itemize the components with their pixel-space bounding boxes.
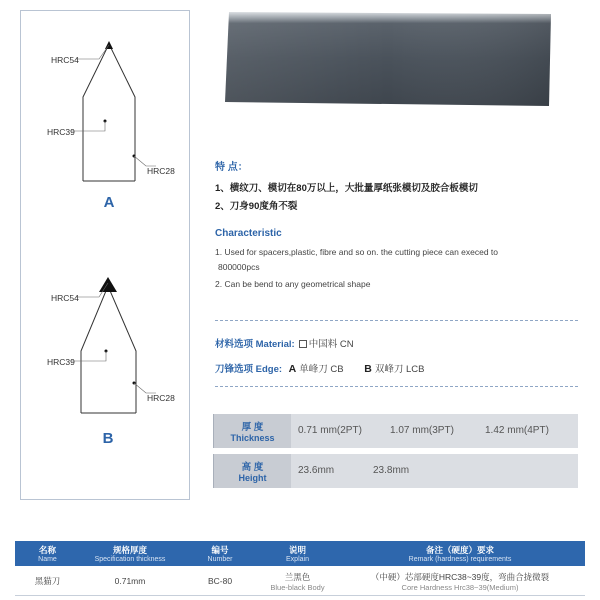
profile-a (71, 41, 156, 181)
cell-name-text: 黑猫刀 (34, 576, 61, 586)
cell-number-text: BC-80 (207, 576, 233, 586)
profile-a-letter: A (103, 194, 115, 211)
spec-thickness-en: Thickness (230, 433, 275, 443)
profile-a-hrc-mid: HRC39 (47, 127, 75, 137)
profile-b-hrc-base: HRC28 (147, 393, 175, 403)
header-cn: 名称 (38, 545, 56, 555)
material-row (215, 336, 354, 350)
spec-height-value: 23.8mm (373, 465, 410, 476)
edge-option-b: 双峰刀 LCB (374, 364, 425, 375)
spec-thickness-value: 1.42 mm(4PT) (485, 425, 549, 436)
cell-remark (335, 566, 585, 596)
spec-height-en: Height (238, 473, 267, 483)
table-header-number (180, 541, 260, 566)
spec-row-height (213, 454, 578, 488)
characteristic-item-1-cont: 800000pcs (218, 262, 260, 272)
blade-profile-svg (21, 11, 191, 501)
cell-name (15, 566, 80, 596)
table-row (15, 566, 585, 596)
cell-explain-en: Blue-black Body (270, 582, 325, 592)
cell-remark-cn: （中硬）芯部硬度HRC38~39度，弯曲合拢微裂 (370, 571, 550, 582)
divider-bottom (215, 386, 578, 387)
edge-option-b-key: B (364, 363, 372, 375)
cell-explain (260, 566, 335, 596)
table-header-remark (335, 541, 585, 566)
table-header-explain (260, 541, 335, 566)
header-en: Explain (286, 556, 309, 563)
cell-explain-cn: 兰黑色 (284, 571, 311, 582)
spec-height-cn: 高 度 (241, 462, 264, 473)
profile-b-letter: B (102, 430, 114, 447)
spec-thickness-header (213, 414, 291, 448)
spec-height-header (213, 454, 291, 488)
blade-image (225, 12, 551, 106)
divider-top (215, 320, 578, 321)
product-table-header (15, 541, 585, 566)
spec-thickness-value: 0.71 mm(2PT) (298, 425, 362, 436)
header-cn: 说明 (288, 545, 306, 555)
header-en: Remark (hardness) requirements (408, 556, 512, 563)
header-cn: 规格厚度 (112, 545, 147, 555)
characteristic-title: Characteristic (215, 228, 282, 239)
profile-b (71, 277, 156, 413)
table-header-thickness (80, 541, 180, 566)
header-en: Name (38, 556, 57, 563)
spec-height-value: 23.6mm (298, 465, 335, 476)
material-label: 材料选项 Material: (215, 339, 295, 350)
header-en: Specification thickness (94, 556, 166, 563)
edge-option-a-key: A (288, 363, 297, 375)
cell-remark-en: Core Hardness Hrc38~39(Medium) (401, 582, 519, 592)
features-title: 特 点： (215, 162, 248, 173)
spec-thickness-value: 1.07 mm(3PT) (390, 425, 454, 436)
profile-a-hrc-base: HRC28 (147, 166, 175, 176)
spec-thickness-cn: 厚 度 (241, 422, 264, 433)
header-en: Number (207, 556, 233, 563)
feature-item-2: 2、刀身90度角不裂 (215, 201, 298, 212)
edge-row (215, 361, 442, 375)
edge-option-a: 单峰刀 CB (299, 364, 344, 375)
material-checkbox[interactable] (299, 340, 307, 348)
feature-item-1: 1、横纹刀、模切在80万以上，大批量厚纸张模切及胶合板模切 (215, 183, 478, 194)
cell-thickness (80, 566, 180, 596)
profile-a-hrc-tip: HRC54 (51, 55, 79, 65)
edge-label: 刀锋选项 Edge: (215, 364, 283, 375)
spec-row-thickness (213, 414, 578, 448)
table-header-name (15, 541, 80, 566)
cell-number (180, 566, 260, 596)
profile-b-hrc-mid: HRC39 (47, 357, 75, 367)
header-cn: 编号 (211, 545, 229, 555)
profile-b-hrc-tip: HRC54 (51, 293, 79, 303)
blade-profile-diagram (20, 10, 190, 500)
header-cn: 备注（硬度）要求 (425, 545, 494, 555)
characteristic-item-2: 2. Can be bend to any geometrical shape (215, 279, 371, 289)
characteristic-item-1: 1. Used for spacers,plastic, fibre and so on. the cutting piece can execed to (215, 247, 499, 257)
cell-thickness-text: 0.71mm (114, 576, 146, 586)
material-option: 中国料 CN (308, 339, 354, 350)
